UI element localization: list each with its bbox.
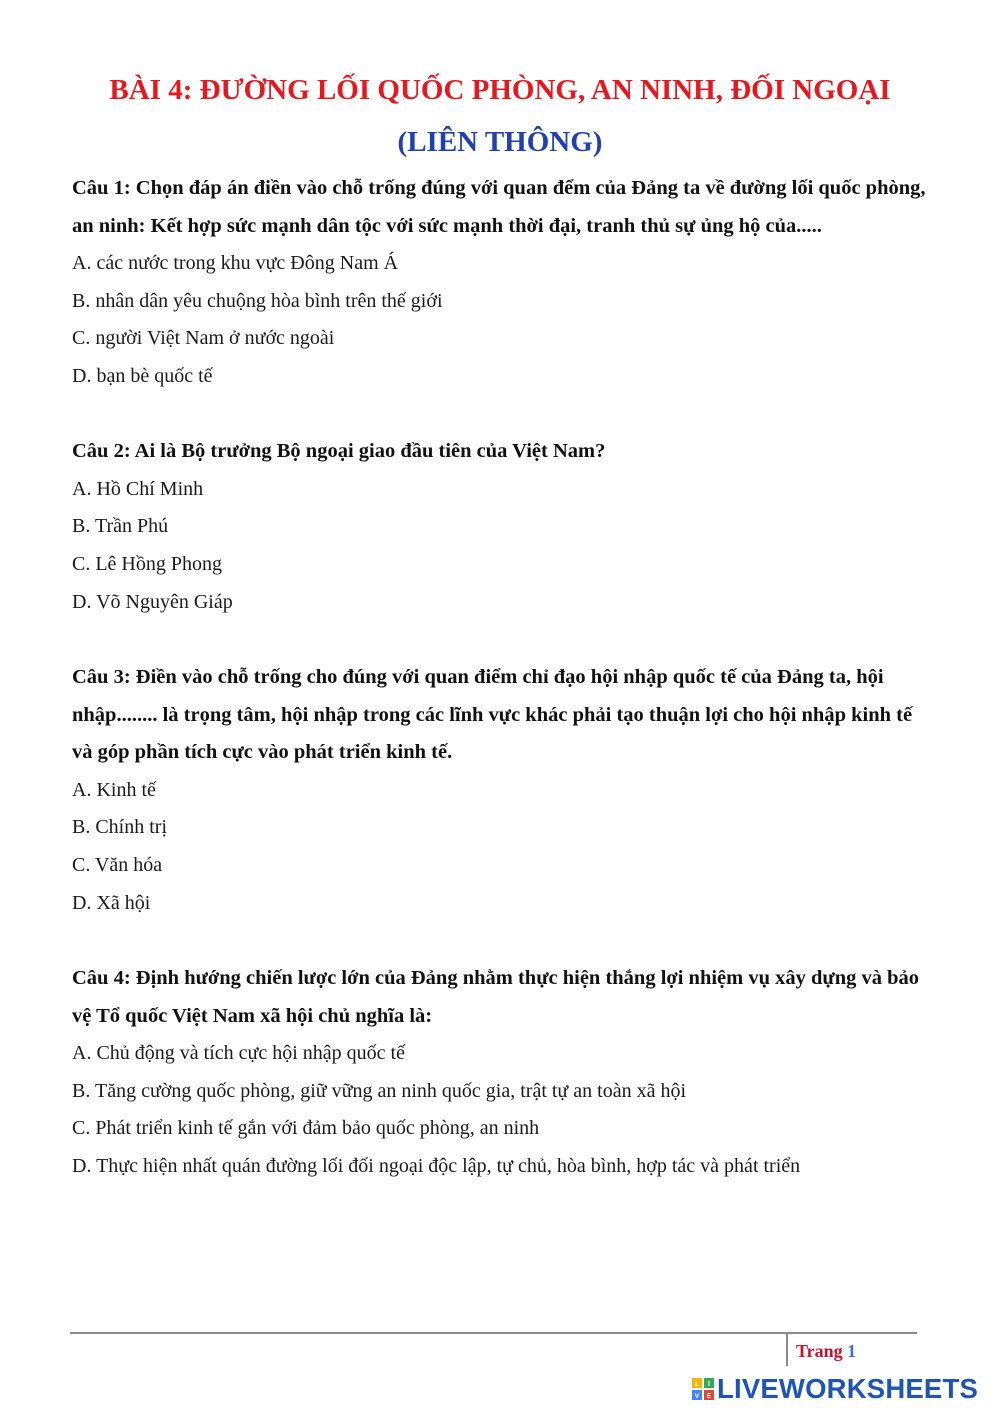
question-4-option-b: B. Tăng cường quốc phòng, giữ vững an ninh quốc gia, trật tự an toàn xã hội	[72, 1079, 687, 1102]
question-2	[72, 433, 932, 621]
svg-text:E: E	[706, 1393, 712, 1400]
question-4-text: Câu 4: Định hướng chiến lược lớn của Đảng nhằm thực hiện thắng lợi nhiệm vụ xây dựng và bảo vệ Tổ quốc Việt Nam xã hội chủ nghĩa là:	[72, 967, 920, 1027]
svg-text:L: L	[694, 1381, 700, 1388]
question-4-option-c: C. Phát triển kinh tế gắn với đảm bảo quốc phòng, an ninh	[72, 1117, 540, 1140]
question-1-option-b: B. nhân dân yêu chuộng hòa bình trên thế giới	[72, 289, 443, 312]
svg-text:V: V	[694, 1393, 700, 1400]
liveworksheets-logo-icon	[692, 1378, 714, 1400]
question-2-option-d: D. Võ Nguyên Giáp	[72, 590, 233, 613]
worksheet-title: BÀI 4: ĐƯỜNG LỐI QUỐC PHÒNG, AN NINH, ĐỐI NGOẠI	[109, 74, 891, 106]
worksheet-subtitle: (LIÊN THÔNG)	[397, 126, 603, 158]
question-4-option-d: D. Thực hiện nhất quán đường lối đối ngoại độc lập, tự chủ, hòa bình, hợp tác và phát triển	[72, 1155, 801, 1178]
question-1-option-a: A. các nước trong khu vực Đông Nam Á	[72, 252, 399, 274]
svg-text:I: I	[708, 1381, 710, 1388]
question-1-option-d: D. bạn bè quốc tế	[72, 365, 213, 388]
question-4-option-a: A. Chủ động và tích cực hội nhập quốc tế	[72, 1042, 405, 1064]
question-3-text: Câu 3: Điền vào chỗ trống cho đúng với quan điểm chỉ đạo hội nhập quốc tế của Đảng ta, hội nhập........ là trọng tâm, hội nhập trong các lĩnh vực khác phải tạo thuận lợi cho hội nhập kinh tế và góp phần tích cực vào phát triển kinh tế.	[72, 666, 913, 763]
question-4	[72, 960, 932, 1186]
question-2-option-a: A. Hồ Chí Minh	[72, 477, 204, 500]
liveworksheets-brand	[692, 1372, 978, 1406]
question-1-option-c: C. người Việt Nam ở nước ngoài	[72, 327, 335, 350]
footer-page-divider	[786, 1333, 788, 1366]
question-3-option-c: C. Văn hóa	[72, 853, 163, 876]
page-label: Trang	[796, 1341, 843, 1361]
brand-name: LIVEWORKSHEETS	[717, 1373, 979, 1404]
page-number	[796, 1338, 856, 1364]
question-3	[72, 659, 932, 922]
question-3-option-a: A. Kinh tế	[72, 778, 156, 801]
question-2-option-b: B. Trần Phú	[72, 515, 169, 538]
footer-divider	[70, 1332, 917, 1334]
question-3-option-b: B. Chính trị	[72, 816, 168, 839]
question-3-option-d: D. Xã hội	[72, 891, 151, 914]
question-2-text: Câu 2: Ai là Bộ trưởng Bộ ngoại giao đầu tiên của Việt Nam?	[72, 440, 606, 462]
page-number-value: 1	[847, 1341, 857, 1361]
question-1	[72, 170, 932, 396]
question-1-text: Câu 1: Chọn đáp án điền vào chỗ trống đúng với quan đểm của Đảng ta về đường lối quốc phòng, an ninh: Kết hợp sức mạnh dân tộc với sức mạnh thời đại, tranh thủ sự ủng hộ của.....	[72, 177, 926, 237]
question-2-option-c: C. Lê Hồng Phong	[72, 552, 222, 575]
